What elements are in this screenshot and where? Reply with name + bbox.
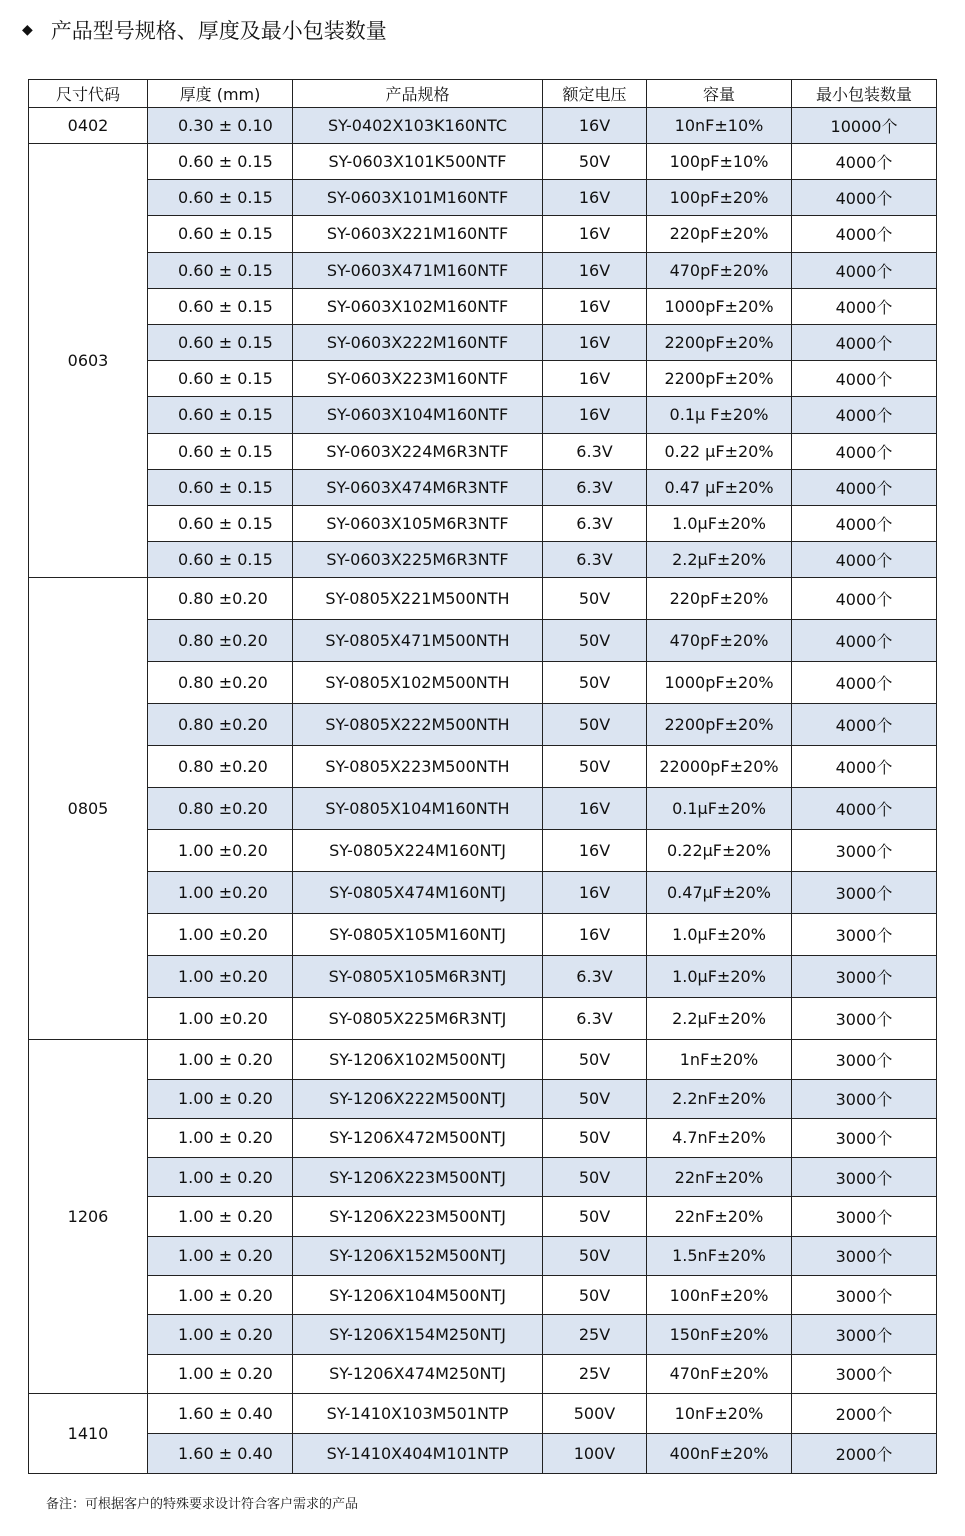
- voltage-cell: 6.3V: [543, 542, 647, 578]
- pack-cell: 3000个: [792, 1079, 937, 1118]
- table-row: [29, 998, 937, 1040]
- pack-cell: 10000个: [792, 108, 937, 144]
- table-row: [29, 324, 937, 360]
- voltage-cell: 6.3V: [543, 505, 647, 541]
- spec-cell: SY-0603X225M6R3NTF: [293, 542, 543, 578]
- thickness-cell: 1.00 ±0.20: [148, 998, 293, 1040]
- capacity-cell: 470nF±20%: [647, 1354, 792, 1393]
- header-size: 尺寸代码: [29, 80, 148, 108]
- pack-cell: 4000个: [792, 662, 937, 704]
- voltage-cell: 50V: [543, 704, 647, 746]
- spec-cell: SY-1206X222M500NTJ: [293, 1079, 543, 1118]
- voltage-cell: 50V: [543, 144, 647, 180]
- capacity-cell: 0.22 μF±20%: [647, 433, 792, 469]
- pack-cell: 4000个: [792, 324, 937, 360]
- thickness-cell: 0.80 ±0.20: [148, 662, 293, 704]
- pack-cell: 4000个: [792, 361, 937, 397]
- pack-cell: 4000个: [792, 288, 937, 324]
- capacity-cell: 400nF±20%: [647, 1433, 792, 1473]
- capacity-cell: 0.22μF±20%: [647, 830, 792, 872]
- table-row: [29, 872, 937, 914]
- spec-cell: SY-0805X221M500NTH: [293, 578, 543, 620]
- table-row: [29, 914, 937, 956]
- voltage-cell: 16V: [543, 324, 647, 360]
- size-code-cell: 1206: [29, 1040, 148, 1394]
- pack-cell: 4000个: [792, 469, 937, 505]
- capacity-cell: 470pF±20%: [647, 252, 792, 288]
- pack-cell: 4000个: [792, 505, 937, 541]
- table-row: [29, 662, 937, 704]
- capacity-cell: 0.47 μF±20%: [647, 469, 792, 505]
- table-row: [29, 108, 937, 144]
- header-voltage: 额定电压: [543, 80, 647, 108]
- pack-cell: 3000个: [792, 1315, 937, 1354]
- thickness-cell: 1.00 ± 0.20: [148, 1236, 293, 1275]
- thickness-cell: 0.80 ±0.20: [148, 788, 293, 830]
- capacity-cell: 0.1μF±20%: [647, 788, 792, 830]
- spec-cell: SY-0603X104M160NTF: [293, 397, 543, 433]
- capacity-cell: 2.2nF±20%: [647, 1079, 792, 1118]
- thickness-cell: 0.60 ± 0.15: [148, 433, 293, 469]
- pack-cell: 4000个: [792, 746, 937, 788]
- table-row: [29, 361, 937, 397]
- voltage-cell: 50V: [543, 1197, 647, 1236]
- spec-cell: SY-0805X223M500NTH: [293, 746, 543, 788]
- voltage-cell: 6.3V: [543, 998, 647, 1040]
- spec-cell: SY-0603X224M6R3NTF: [293, 433, 543, 469]
- thickness-cell: 1.60 ± 0.40: [148, 1433, 293, 1473]
- thickness-cell: 0.60 ± 0.15: [148, 505, 293, 541]
- voltage-cell: 6.3V: [543, 433, 647, 469]
- table-row: [29, 1354, 937, 1393]
- capacity-cell: 470pF±20%: [647, 620, 792, 662]
- capacity-cell: 100pF±20%: [647, 180, 792, 216]
- spec-cell: SY-0603X474M6R3NTF: [293, 469, 543, 505]
- table-row: [29, 1118, 937, 1157]
- spec-cell: SY-0805X102M500NTH: [293, 662, 543, 704]
- voltage-cell: 50V: [543, 1236, 647, 1275]
- pack-cell: 3000个: [792, 830, 937, 872]
- table-row: [29, 1433, 937, 1473]
- thickness-cell: 0.60 ± 0.15: [148, 542, 293, 578]
- header-spec: 产品规格: [293, 80, 543, 108]
- thickness-cell: 1.00 ± 0.20: [148, 1079, 293, 1118]
- voltage-cell: 500V: [543, 1393, 647, 1433]
- capacity-cell: 2.2μF±20%: [647, 998, 792, 1040]
- header-pack: 最小包装数量: [792, 80, 937, 108]
- table-row: [29, 505, 937, 541]
- table-row: [29, 578, 937, 620]
- thickness-cell: 1.00 ± 0.20: [148, 1040, 293, 1079]
- pack-cell: 4000个: [792, 216, 937, 252]
- table-row: [29, 1158, 937, 1197]
- voltage-cell: 6.3V: [543, 956, 647, 998]
- voltage-cell: 25V: [543, 1354, 647, 1393]
- voltage-cell: 16V: [543, 108, 647, 144]
- thickness-cell: 1.00 ±0.20: [148, 914, 293, 956]
- spec-cell: SY-1206X152M500NTJ: [293, 1236, 543, 1275]
- pack-cell: 4000个: [792, 578, 937, 620]
- table-row: [29, 788, 937, 830]
- table-row: [29, 252, 937, 288]
- table-row: [29, 1197, 937, 1236]
- voltage-cell: 50V: [543, 662, 647, 704]
- spec-cell: SY-1206X472M500NTJ: [293, 1118, 543, 1157]
- pack-cell: 4000个: [792, 433, 937, 469]
- thickness-cell: 0.80 ±0.20: [148, 620, 293, 662]
- pack-cell: 3000个: [792, 914, 937, 956]
- voltage-cell: 25V: [543, 1315, 647, 1354]
- table-row: [29, 1236, 937, 1275]
- table-row: [29, 620, 937, 662]
- pack-cell: 2000个: [792, 1433, 937, 1473]
- pack-cell: 4000个: [792, 704, 937, 746]
- header-capacity: 容量: [647, 80, 792, 108]
- pack-cell: 3000个: [792, 1040, 937, 1079]
- spec-cell: SY-1410X404M101NTP: [293, 1433, 543, 1473]
- pack-cell: 3000个: [792, 1276, 937, 1315]
- thickness-cell: 1.60 ± 0.40: [148, 1393, 293, 1433]
- table-row: [29, 1393, 937, 1433]
- spec-cell: SY-1206X223M500NTJ: [293, 1158, 543, 1197]
- page-title: [22, 14, 387, 46]
- thickness-cell: 1.00 ± 0.20: [148, 1118, 293, 1157]
- thickness-cell: 1.00 ±0.20: [148, 956, 293, 998]
- table-header-row: [29, 80, 937, 108]
- thickness-cell: 1.00 ±0.20: [148, 872, 293, 914]
- capacity-cell: 1000pF±20%: [647, 288, 792, 324]
- table-row: [29, 469, 937, 505]
- pack-cell: 3000个: [792, 1197, 937, 1236]
- capacity-cell: 22nF±20%: [647, 1197, 792, 1236]
- capacity-cell: 100nF±20%: [647, 1276, 792, 1315]
- pack-cell: 4000个: [792, 180, 937, 216]
- thickness-cell: 0.80 ±0.20: [148, 704, 293, 746]
- capacity-cell: 1.0μF±20%: [647, 914, 792, 956]
- thickness-cell: 1.00 ± 0.20: [148, 1276, 293, 1315]
- thickness-cell: 0.30 ± 0.10: [148, 108, 293, 144]
- thickness-cell: 0.80 ±0.20: [148, 578, 293, 620]
- pack-cell: 3000个: [792, 1354, 937, 1393]
- thickness-cell: 0.60 ± 0.15: [148, 324, 293, 360]
- pack-cell: 3000个: [792, 1118, 937, 1157]
- capacity-cell: 22nF±20%: [647, 1158, 792, 1197]
- spec-cell: SY-0805X224M160NTJ: [293, 830, 543, 872]
- thickness-cell: 1.00 ±0.20: [148, 830, 293, 872]
- voltage-cell: 16V: [543, 180, 647, 216]
- table-row: [29, 1276, 937, 1315]
- voltage-cell: 50V: [543, 746, 647, 788]
- table-row: [29, 288, 937, 324]
- voltage-cell: 50V: [543, 1276, 647, 1315]
- voltage-cell: 16V: [543, 361, 647, 397]
- pack-cell: 4000个: [792, 620, 937, 662]
- thickness-cell: 0.60 ± 0.15: [148, 144, 293, 180]
- size-code-cell: 0402: [29, 108, 148, 144]
- size-code-cell: 1410: [29, 1393, 148, 1473]
- table-row: [29, 956, 937, 998]
- capacity-cell: 2200pF±20%: [647, 361, 792, 397]
- table-body: [29, 108, 937, 1474]
- spec-cell: SY-0603X221M160NTF: [293, 216, 543, 252]
- table-row: [29, 1315, 937, 1354]
- pack-cell: 2000个: [792, 1393, 937, 1433]
- spec-cell: SY-0603X223M160NTF: [293, 361, 543, 397]
- thickness-cell: 1.00 ± 0.20: [148, 1158, 293, 1197]
- capacity-cell: 10nF±20%: [647, 1393, 792, 1433]
- capacity-cell: 220pF±20%: [647, 578, 792, 620]
- spec-cell: SY-0805X104M160NTH: [293, 788, 543, 830]
- spec-table: [28, 79, 937, 1474]
- spec-cell: SY-0603X471M160NTF: [293, 252, 543, 288]
- size-code-cell: 0603: [29, 144, 148, 578]
- capacity-cell: 1.0μF±20%: [647, 956, 792, 998]
- capacity-cell: 1nF±20%: [647, 1040, 792, 1079]
- voltage-cell: 50V: [543, 1079, 647, 1118]
- spec-cell: SY-0402X103K160NTC: [293, 108, 543, 144]
- voltage-cell: 50V: [543, 578, 647, 620]
- title-text: 产品型号规格、厚度及最小包装数量: [50, 19, 387, 43]
- spec-cell: SY-0805X474M160NTJ: [293, 872, 543, 914]
- voltage-cell: 16V: [543, 252, 647, 288]
- spec-cell: SY-0603X105M6R3NTF: [293, 505, 543, 541]
- voltage-cell: 16V: [543, 288, 647, 324]
- voltage-cell: 16V: [543, 872, 647, 914]
- table-row: [29, 1079, 937, 1118]
- capacity-cell: 100pF±10%: [647, 144, 792, 180]
- thickness-cell: 0.60 ± 0.15: [148, 216, 293, 252]
- pack-cell: 3000个: [792, 1236, 937, 1275]
- capacity-cell: 1000pF±20%: [647, 662, 792, 704]
- capacity-cell: 4.7nF±20%: [647, 1118, 792, 1157]
- capacity-cell: 22000pF±20%: [647, 746, 792, 788]
- spec-cell: SY-0603X222M160NTF: [293, 324, 543, 360]
- capacity-cell: 1.5nF±20%: [647, 1236, 792, 1275]
- spec-cell: SY-1410X103M501NTP: [293, 1393, 543, 1433]
- pack-cell: 3000个: [792, 998, 937, 1040]
- thickness-cell: 1.00 ± 0.20: [148, 1197, 293, 1236]
- voltage-cell: 50V: [543, 1118, 647, 1157]
- capacity-cell: 2200pF±20%: [647, 704, 792, 746]
- table-row: [29, 144, 937, 180]
- thickness-cell: 0.60 ± 0.15: [148, 469, 293, 505]
- capacity-cell: 1.0μF±20%: [647, 505, 792, 541]
- voltage-cell: 50V: [543, 1040, 647, 1079]
- spec-cell: SY-0603X102M160NTF: [293, 288, 543, 324]
- spec-cell: SY-1206X154M250NTJ: [293, 1315, 543, 1354]
- spec-cell: SY-1206X474M250NTJ: [293, 1354, 543, 1393]
- capacity-cell: 2200pF±20%: [647, 324, 792, 360]
- pack-cell: 4000个: [792, 397, 937, 433]
- spec-cell: SY-1206X102M500NTJ: [293, 1040, 543, 1079]
- spec-cell: SY-0603X101M160NTF: [293, 180, 543, 216]
- pack-cell: 3000个: [792, 1158, 937, 1197]
- capacity-cell: 2.2μF±20%: [647, 542, 792, 578]
- table-row: [29, 746, 937, 788]
- thickness-cell: 0.60 ± 0.15: [148, 397, 293, 433]
- capacity-cell: 150nF±20%: [647, 1315, 792, 1354]
- pack-cell: 4000个: [792, 252, 937, 288]
- size-code-cell: 0805: [29, 578, 148, 1040]
- voltage-cell: 6.3V: [543, 469, 647, 505]
- thickness-cell: 0.80 ±0.20: [148, 746, 293, 788]
- voltage-cell: 16V: [543, 914, 647, 956]
- thickness-cell: 1.00 ± 0.20: [148, 1315, 293, 1354]
- spec-cell: SY-0805X105M6R3NTJ: [293, 956, 543, 998]
- voltage-cell: 50V: [543, 1158, 647, 1197]
- thickness-cell: 1.00 ± 0.20: [148, 1354, 293, 1393]
- voltage-cell: 100V: [543, 1433, 647, 1473]
- table-row: [29, 433, 937, 469]
- footnote: 备注：可根据客户的特殊要求设计符合客户需求的产品: [46, 1497, 359, 1512]
- voltage-cell: 16V: [543, 216, 647, 252]
- thickness-cell: 0.60 ± 0.15: [148, 288, 293, 324]
- table-row: [29, 180, 937, 216]
- voltage-cell: 16V: [543, 397, 647, 433]
- capacity-cell: 220pF±20%: [647, 216, 792, 252]
- spec-cell: SY-0805X105M160NTJ: [293, 914, 543, 956]
- thickness-cell: 0.60 ± 0.15: [148, 180, 293, 216]
- spec-cell: SY-0805X471M500NTH: [293, 620, 543, 662]
- capacity-cell: 10nF±10%: [647, 108, 792, 144]
- voltage-cell: 16V: [543, 830, 647, 872]
- pack-cell: 4000个: [792, 144, 937, 180]
- pack-cell: 3000个: [792, 872, 937, 914]
- capacity-cell: 0.47μF±20%: [647, 872, 792, 914]
- pack-cell: 4000个: [792, 788, 937, 830]
- capacity-cell: 0.1μ F±20%: [647, 397, 792, 433]
- spec-cell: SY-0805X225M6R3NTJ: [293, 998, 543, 1040]
- spec-cell: SY-1206X223M500NTJ: [293, 1197, 543, 1236]
- table-row: [29, 1040, 937, 1079]
- spec-cell: SY-0805X222M500NTH: [293, 704, 543, 746]
- voltage-cell: 16V: [543, 788, 647, 830]
- thickness-cell: 0.60 ± 0.15: [148, 361, 293, 397]
- spec-cell: SY-1206X104M500NTJ: [293, 1276, 543, 1315]
- table-row: [29, 704, 937, 746]
- voltage-cell: 50V: [543, 620, 647, 662]
- spec-cell: SY-0603X101K500NTF: [293, 144, 543, 180]
- table-row: [29, 397, 937, 433]
- table-row: [29, 830, 937, 872]
- thickness-cell: 0.60 ± 0.15: [148, 252, 293, 288]
- table-row: [29, 542, 937, 578]
- pack-cell: 3000个: [792, 956, 937, 998]
- pack-cell: 4000个: [792, 542, 937, 578]
- header-thickness: 厚度 (mm): [148, 80, 293, 108]
- diamond-bullet-icon: ◆: [22, 22, 33, 38]
- table-row: [29, 216, 937, 252]
